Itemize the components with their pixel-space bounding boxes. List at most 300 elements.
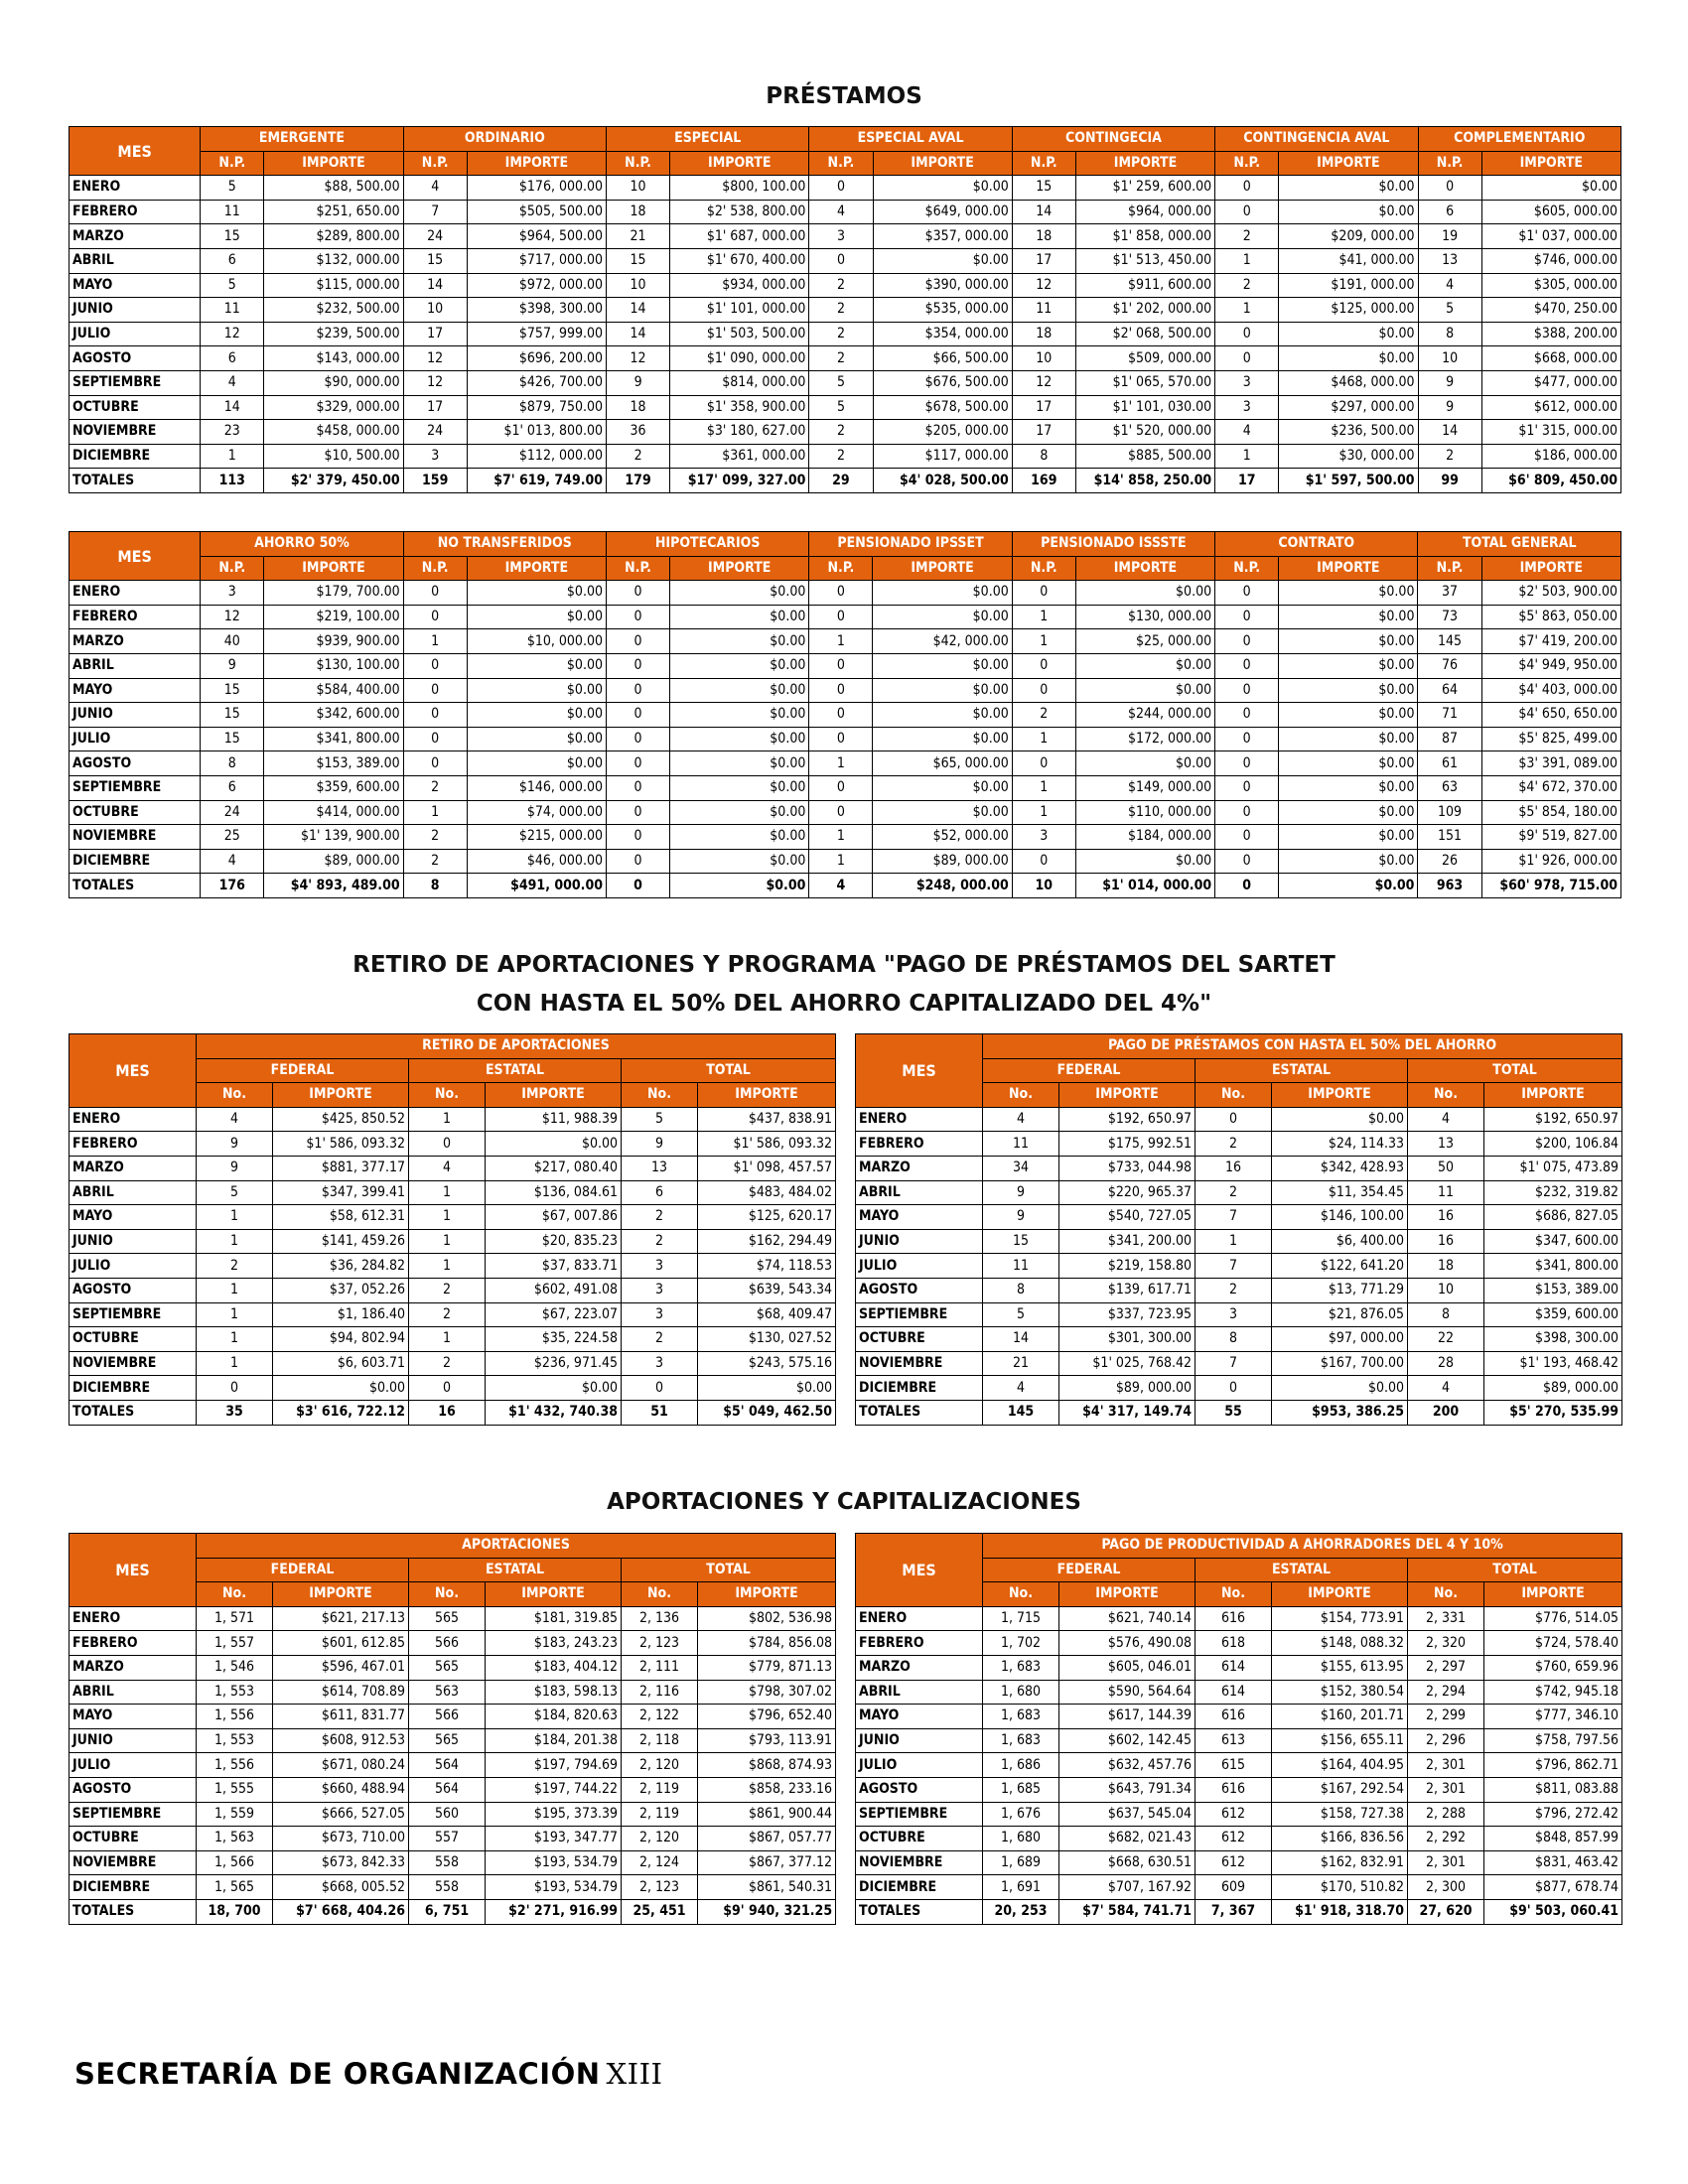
count-cell: 1, 680 (983, 1827, 1059, 1851)
amount-cell: $153, 389.00 (264, 751, 403, 776)
month-cell: FEBRERO (70, 1132, 197, 1157)
count-cell: 1, 555 (197, 1777, 273, 1802)
count-cell: 615 (1196, 1753, 1272, 1778)
amount-cell: $5' 863, 050.00 (1481, 605, 1620, 629)
amount-cell: $6, 603.71 (273, 1351, 409, 1376)
amount-cell: $1' 259, 600.00 (1075, 176, 1214, 201)
count-cell: 2, 301 (1408, 1850, 1484, 1875)
group-header: PENSIONADO IPSSET (809, 532, 1012, 557)
header-importe: IMPORTE (698, 1083, 836, 1108)
count-cell: 5 (809, 370, 873, 395)
count-cell: 2 (1196, 1180, 1272, 1205)
amount-cell: $35, 224.58 (486, 1327, 622, 1352)
header-np: N.P. (809, 556, 873, 581)
count-cell: 1, 702 (983, 1631, 1059, 1656)
count-cell: 0 (809, 248, 873, 273)
data-table-prestamos-1 (69, 126, 1621, 493)
count-cell: 963 (1418, 874, 1481, 898)
count-cell: 2, 292 (1408, 1827, 1484, 1851)
count-cell: 9 (197, 1132, 273, 1157)
amount-cell: $668, 630.51 (1059, 1850, 1196, 1875)
count-cell: 4 (1418, 273, 1481, 298)
amount-cell: $184, 201.38 (486, 1728, 622, 1753)
count-cell: 61 (1418, 751, 1481, 776)
amount-cell: $0.00 (670, 727, 809, 751)
header-no: No. (622, 1582, 698, 1607)
month-cell: FEBRERO (856, 1132, 983, 1157)
count-cell: 0 (1196, 1107, 1272, 1132)
count-cell: 0 (1215, 874, 1279, 898)
amount-cell: $0.00 (1279, 581, 1418, 606)
count-cell: 1, 676 (983, 1802, 1059, 1827)
amount-cell: $858, 233.16 (698, 1777, 836, 1802)
count-cell: 2, 288 (1408, 1802, 1484, 1827)
count-cell: 76 (1418, 653, 1481, 678)
count-cell: 1 (809, 751, 873, 776)
month-cell: MARZO (70, 629, 201, 654)
table-row (70, 1205, 836, 1230)
amount-cell: $158, 727.38 (1272, 1802, 1408, 1827)
amount-cell: $1' 065, 570.00 (1075, 370, 1214, 395)
count-cell: 1, 683 (983, 1655, 1059, 1680)
count-cell: 0 (1012, 678, 1075, 703)
month-cell: JULIO (70, 322, 201, 346)
amount-cell: $649, 000.00 (873, 200, 1012, 224)
count-cell: 1, 556 (197, 1753, 273, 1778)
group-header: ORDINARIO (403, 127, 606, 152)
header-no: No. (197, 1083, 273, 1108)
table-row (70, 653, 1621, 678)
count-cell: 25 (201, 825, 264, 850)
count-cell: 2, 301 (1408, 1753, 1484, 1778)
header-mes: MES (70, 532, 201, 581)
header-importe: IMPORTE (698, 1582, 836, 1607)
count-cell: 4 (809, 200, 873, 224)
amount-cell: $175, 992.51 (1059, 1132, 1196, 1157)
month-cell: DICIEMBRE (856, 1875, 983, 1900)
count-cell: 12 (403, 346, 467, 371)
count-cell: 1 (409, 1205, 486, 1230)
amount-cell: $347, 399.41 (273, 1180, 409, 1205)
count-cell: 1, 686 (983, 1753, 1059, 1778)
group-header: TOTAL GENERAL (1418, 532, 1621, 557)
count-cell: 9 (983, 1180, 1059, 1205)
amount-cell: $398, 300.00 (467, 298, 606, 323)
header-no: No. (983, 1083, 1059, 1108)
month-cell: ABRIL (70, 1180, 197, 1205)
month-cell: AGOSTO (856, 1777, 983, 1802)
amount-cell: $0.00 (670, 581, 809, 606)
amount-cell: $192, 650.97 (1059, 1107, 1196, 1132)
amount-cell: $868, 874.93 (698, 1753, 836, 1778)
amount-cell: $65, 000.00 (873, 751, 1012, 776)
amount-cell: $0.00 (670, 751, 809, 776)
count-cell: 2 (809, 298, 873, 323)
count-cell: 18 (1408, 1254, 1484, 1279)
count-cell: 0 (1215, 727, 1279, 751)
count-cell: 616 (1196, 1705, 1272, 1729)
month-cell: MARZO (70, 224, 201, 249)
amount-cell: $742, 945.18 (1484, 1680, 1622, 1705)
count-cell: 1, 546 (197, 1655, 273, 1680)
count-cell: 558 (409, 1875, 486, 1900)
amount-cell: $197, 744.22 (486, 1777, 622, 1802)
month-cell: NOVIEMBRE (70, 1351, 197, 1376)
totals-row (70, 1899, 836, 1924)
amount-cell: $37, 833.71 (486, 1254, 622, 1279)
table-row (856, 1302, 1622, 1327)
amount-cell: $0.00 (1279, 200, 1418, 224)
count-cell: 4 (197, 1107, 273, 1132)
amount-cell: $881, 377.17 (273, 1156, 409, 1180)
table-row (856, 1205, 1622, 1230)
amount-cell: $220, 965.37 (1059, 1180, 1196, 1205)
amount-cell: $357, 000.00 (873, 224, 1012, 249)
count-cell: 609 (1196, 1875, 1272, 1900)
header-importe: IMPORTE (1272, 1582, 1408, 1607)
amount-cell: $458, 000.00 (264, 420, 403, 445)
amount-cell: $621, 217.13 (273, 1606, 409, 1631)
table-row (856, 1278, 1622, 1302)
month-cell: SEPTIEMBRE (70, 370, 201, 395)
amount-cell: $1' 597, 500.00 (1279, 469, 1418, 493)
header-np: N.P. (201, 556, 264, 581)
amount-cell: $10, 500.00 (264, 444, 403, 469)
group-header-federal: FEDERAL (197, 1058, 409, 1083)
count-cell: 0 (809, 653, 873, 678)
month-cell: NOVIEMBRE (70, 825, 201, 850)
amount-cell: $167, 292.54 (1272, 1777, 1408, 1802)
group-header: PENSIONADO ISSSTE (1012, 532, 1214, 557)
amount-cell: $132, 000.00 (264, 248, 403, 273)
count-cell: 2, 119 (622, 1802, 698, 1827)
count-cell: 2, 123 (622, 1631, 698, 1656)
count-cell: 1 (197, 1351, 273, 1376)
amount-cell: $608, 912.53 (273, 1728, 409, 1753)
count-cell: 11 (983, 1254, 1059, 1279)
amount-cell: $341, 800.00 (264, 727, 403, 751)
table-row (70, 298, 1621, 323)
count-cell: 8 (1408, 1302, 1484, 1327)
table-row (70, 1351, 836, 1376)
amount-cell: $668, 005.52 (273, 1875, 409, 1900)
amount-cell: $361, 000.00 (670, 444, 809, 469)
count-cell: 0 (1196, 1376, 1272, 1401)
amount-cell: $6, 400.00 (1272, 1229, 1408, 1254)
group-header-federal: FEDERAL (983, 1058, 1196, 1083)
group-header: NO TRANSFERIDOS (403, 532, 606, 557)
footer-text: SECRETARÍA DE ORGANIZACIÓN (74, 2057, 601, 2091)
count-cell: 27, 620 (1408, 1899, 1484, 1924)
amount-cell: $437, 838.91 (698, 1107, 836, 1132)
count-cell: 560 (409, 1802, 486, 1827)
month-cell: TOTALES (70, 874, 201, 898)
amount-cell: $2' 271, 916.99 (486, 1899, 622, 1924)
footer (74, 2057, 663, 2091)
amount-cell: $1' 014, 000.00 (1075, 874, 1214, 898)
count-cell: 557 (409, 1827, 486, 1851)
header-no: No. (983, 1582, 1059, 1607)
amount-cell: $632, 457.76 (1059, 1753, 1196, 1778)
amount-cell: $1' 193, 468.42 (1484, 1351, 1622, 1376)
count-cell: 8 (1012, 444, 1075, 469)
table-row (70, 1680, 836, 1705)
header-importe: IMPORTE (467, 556, 606, 581)
table-row (70, 176, 1621, 201)
count-cell: 1 (409, 1229, 486, 1254)
amount-cell: $3' 391, 089.00 (1481, 751, 1620, 776)
month-cell: TOTALES (70, 1899, 197, 1924)
month-cell: OCTUBRE (70, 1827, 197, 1851)
table-row (70, 1728, 836, 1753)
amount-cell: $236, 500.00 (1279, 420, 1418, 445)
month-cell: ENERO (70, 581, 201, 606)
header-importe: IMPORTE (1279, 151, 1418, 176)
amount-cell: $9' 503, 060.41 (1484, 1899, 1622, 1924)
amount-cell: $1' 503, 500.00 (670, 322, 809, 346)
count-cell: 1, 715 (983, 1606, 1059, 1631)
count-cell: 2, 294 (1408, 1680, 1484, 1705)
count-cell: 17 (1215, 469, 1279, 493)
count-cell: 15 (403, 248, 467, 273)
count-cell: 618 (1196, 1631, 1272, 1656)
amount-cell: $347, 600.00 (1484, 1229, 1622, 1254)
amount-cell: $605, 000.00 (1481, 200, 1620, 224)
count-cell: 563 (409, 1680, 486, 1705)
header-importe: IMPORTE (264, 556, 403, 581)
count-cell: 16 (1408, 1229, 1484, 1254)
count-cell: 0 (403, 751, 467, 776)
count-cell: 0 (622, 1376, 698, 1401)
month-cell: MAYO (70, 1705, 197, 1729)
amount-cell: $0.00 (1075, 678, 1214, 703)
amount-cell: $483, 484.02 (698, 1180, 836, 1205)
table-row (70, 800, 1621, 825)
amount-cell: $25, 000.00 (1075, 629, 1214, 654)
header-importe: IMPORTE (1279, 556, 1418, 581)
count-cell: 3 (622, 1302, 698, 1327)
title-retiro-line1: RETIRO DE APORTACIONES Y PROGRAMA "PAGO DE PRÉSTAMOS DEL SARTET (352, 952, 1336, 978)
amount-cell: $1' 586, 093.32 (698, 1132, 836, 1157)
count-cell: 9 (197, 1156, 273, 1180)
amount-cell: $0.00 (670, 849, 809, 874)
count-cell: 64 (1418, 678, 1481, 703)
amount-cell: $7' 419, 200.00 (1481, 629, 1620, 654)
month-cell: AGOSTO (70, 1278, 197, 1302)
month-cell: JUNIO (70, 1728, 197, 1753)
amount-cell: $414, 000.00 (264, 800, 403, 825)
amount-cell: $796, 272.42 (1484, 1802, 1622, 1827)
count-cell: 109 (1418, 800, 1481, 825)
count-cell: 10 (1012, 874, 1075, 898)
count-cell: 1, 559 (197, 1802, 273, 1827)
count-cell: 2 (409, 1302, 486, 1327)
amount-cell: $154, 773.91 (1272, 1606, 1408, 1631)
amount-cell: $41, 000.00 (1279, 248, 1418, 273)
amount-cell: $74, 118.53 (698, 1254, 836, 1279)
header-importe: IMPORTE (264, 151, 403, 176)
count-cell: 11 (1408, 1180, 1484, 1205)
amount-cell: $20, 835.23 (486, 1229, 622, 1254)
amount-cell: $602, 491.08 (486, 1278, 622, 1302)
amount-cell: $136, 084.61 (486, 1180, 622, 1205)
table-row (856, 1254, 1622, 1279)
table-row (856, 1180, 1622, 1205)
amount-cell: $248, 000.00 (873, 874, 1012, 898)
month-cell: DICIEMBRE (70, 849, 201, 874)
count-cell: 5 (201, 176, 264, 201)
count-cell: 159 (403, 469, 467, 493)
count-cell: 1, 691 (983, 1875, 1059, 1900)
count-cell: 5 (1418, 298, 1481, 323)
count-cell: 1, 683 (983, 1705, 1059, 1729)
count-cell: 10 (1418, 346, 1481, 371)
month-cell: SEPTIEMBRE (856, 1802, 983, 1827)
count-cell: 2 (197, 1254, 273, 1279)
count-cell: 16 (1196, 1156, 1272, 1180)
amount-cell: $122, 641.20 (1272, 1254, 1408, 1279)
amount-cell: $4' 672, 370.00 (1481, 775, 1620, 800)
count-cell: 17 (1012, 395, 1075, 420)
count-cell: 4 (403, 176, 467, 201)
count-cell: 176 (201, 874, 264, 898)
table-title: APORTACIONES (197, 1534, 836, 1559)
month-cell: DICIEMBRE (70, 444, 201, 469)
header-np: N.P. (1215, 151, 1279, 176)
count-cell: 0 (1215, 751, 1279, 776)
amount-cell: $673, 710.00 (273, 1827, 409, 1851)
table-title: PAGO DE PRÉSTAMOS CON HASTA EL 50% DEL AHORRO (983, 1034, 1622, 1059)
header-mes: MES (70, 1534, 197, 1607)
count-cell: 9 (201, 653, 264, 678)
table-row (856, 1327, 1622, 1352)
count-cell: 0 (1012, 581, 1075, 606)
count-cell: 9 (1418, 395, 1481, 420)
month-cell: NOVIEMBRE (856, 1351, 983, 1376)
amount-cell: $14' 858, 250.00 (1075, 469, 1214, 493)
totals-row (70, 469, 1621, 493)
amount-cell: $160, 201.71 (1272, 1705, 1408, 1729)
count-cell: 1 (403, 629, 467, 654)
count-cell: 5 (809, 395, 873, 420)
count-cell: 0 (606, 727, 669, 751)
table-row (70, 224, 1621, 249)
count-cell: 2 (809, 420, 873, 445)
count-cell: 3 (1196, 1302, 1272, 1327)
count-cell: 4 (1408, 1107, 1484, 1132)
amount-cell: $390, 000.00 (873, 273, 1012, 298)
amount-cell: $911, 600.00 (1075, 273, 1214, 298)
count-cell: 17 (1012, 420, 1075, 445)
count-cell: 1 (409, 1107, 486, 1132)
amount-cell: $166, 836.56 (1272, 1827, 1408, 1851)
amount-cell: $0.00 (1279, 629, 1418, 654)
table-row (70, 678, 1621, 703)
amount-cell: $219, 100.00 (264, 605, 403, 629)
amount-cell: $94, 802.94 (273, 1327, 409, 1352)
month-cell: JUNIO (856, 1728, 983, 1753)
amount-cell: $146, 000.00 (467, 775, 606, 800)
month-cell: JULIO (856, 1254, 983, 1279)
amount-cell: $1' 098, 457.57 (698, 1156, 836, 1180)
count-cell: 9 (607, 370, 670, 395)
amount-cell: $0.00 (873, 703, 1012, 728)
count-cell: 8 (1196, 1327, 1272, 1352)
count-cell: 14 (983, 1327, 1059, 1352)
group-header-federal: FEDERAL (983, 1558, 1196, 1582)
count-cell: 8 (1418, 322, 1481, 346)
count-cell: 1, 565 (197, 1875, 273, 1900)
month-cell: OCTUBRE (70, 395, 201, 420)
amount-cell: $172, 000.00 (1075, 727, 1214, 751)
table-row (856, 1728, 1622, 1753)
count-cell: 612 (1196, 1802, 1272, 1827)
amount-cell: $540, 727.05 (1059, 1205, 1196, 1230)
count-cell: 17 (403, 395, 467, 420)
header-no: No. (409, 1083, 486, 1108)
count-cell: 0 (403, 703, 467, 728)
table-row (856, 1705, 1622, 1729)
count-cell: 0 (403, 678, 467, 703)
amount-cell: $162, 294.49 (698, 1229, 836, 1254)
amount-cell: $74, 000.00 (467, 800, 606, 825)
month-cell: MAYO (70, 678, 201, 703)
amount-cell: $341, 200.00 (1059, 1229, 1196, 1254)
amount-cell: $0.00 (1481, 176, 1620, 201)
month-cell: OCTUBRE (856, 1827, 983, 1851)
count-cell: 20, 253 (983, 1899, 1059, 1924)
amount-cell: $30, 000.00 (1279, 444, 1418, 469)
month-cell: MARZO (70, 1156, 197, 1180)
month-cell: JUNIO (856, 1229, 983, 1254)
amount-cell: $209, 000.00 (1279, 224, 1418, 249)
amount-cell: $232, 500.00 (264, 298, 403, 323)
amount-cell: $4' 650, 650.00 (1481, 703, 1620, 728)
amount-cell: $867, 377.12 (698, 1850, 836, 1875)
count-cell: 0 (197, 1376, 273, 1401)
table-row (856, 1680, 1622, 1705)
group-header-federal: FEDERAL (197, 1558, 409, 1582)
count-cell: 0 (606, 775, 669, 800)
month-cell: DICIEMBRE (70, 1875, 197, 1900)
count-cell: 2 (1418, 444, 1481, 469)
count-cell: 1 (409, 1180, 486, 1205)
amount-cell: $152, 380.54 (1272, 1680, 1408, 1705)
month-cell: ABRIL (856, 1180, 983, 1205)
amount-cell: $861, 540.31 (698, 1875, 836, 1900)
count-cell: 1 (1215, 298, 1279, 323)
amount-cell: $0.00 (1279, 727, 1418, 751)
count-cell: 3 (809, 224, 873, 249)
table-row (70, 629, 1621, 654)
amount-cell: $1' 013, 800.00 (467, 420, 606, 445)
count-cell: 2, 111 (622, 1655, 698, 1680)
header-np: N.P. (1215, 556, 1279, 581)
header-importe: IMPORTE (273, 1083, 409, 1108)
month-cell: NOVIEMBRE (856, 1850, 983, 1875)
month-cell: AGOSTO (856, 1278, 983, 1302)
amount-cell: $36, 284.82 (273, 1254, 409, 1279)
table-row (70, 703, 1621, 728)
amount-cell: $0.00 (1279, 176, 1418, 201)
month-cell: AGOSTO (70, 1777, 197, 1802)
amount-cell: $0.00 (1279, 653, 1418, 678)
count-cell: 0 (606, 800, 669, 825)
amount-cell: $5' 049, 462.50 (698, 1400, 836, 1425)
header-no: No. (1408, 1083, 1484, 1108)
amount-cell: $89, 000.00 (1484, 1376, 1622, 1401)
amount-cell: $2' 379, 450.00 (264, 469, 403, 493)
